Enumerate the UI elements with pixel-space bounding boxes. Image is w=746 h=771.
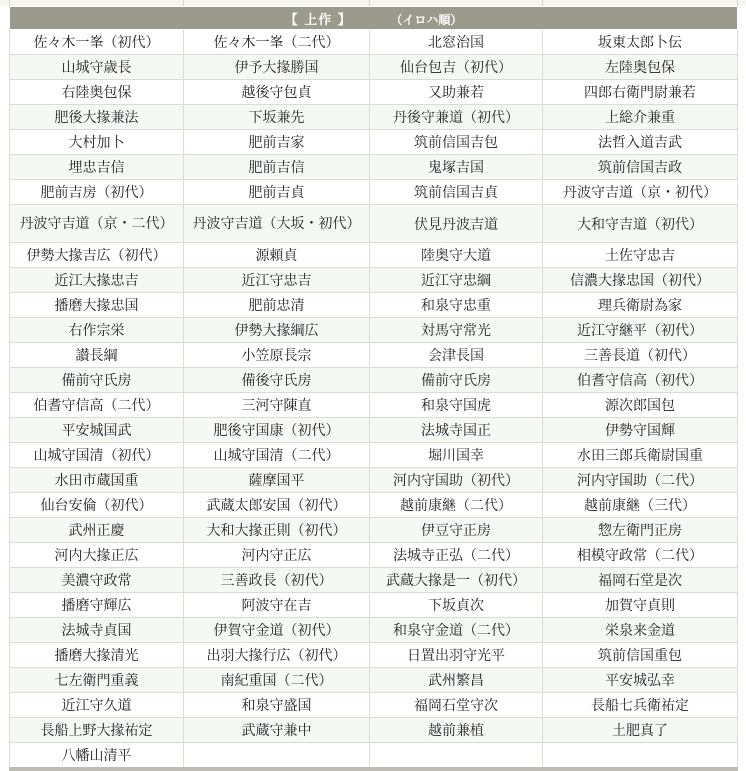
smith-name-cell: 伏見丹波吉道	[370, 205, 543, 243]
table-row	[10, 293, 738, 318]
table-row	[10, 343, 738, 368]
smith-name-cell: 鬼塚吉国	[370, 155, 543, 180]
grade-title: 【 上作 】	[284, 12, 352, 28]
smith-name-cell: 法城寺貞国	[10, 618, 184, 643]
table-row	[10, 80, 738, 105]
table-row	[10, 593, 738, 618]
smith-name-cell: 近江大掾忠吉	[10, 268, 184, 293]
smith-name-cell: 七左衛門重義	[10, 668, 184, 693]
smith-name-cell: 右作宗栄	[10, 318, 184, 343]
smith-name-cell: 下坂兼先	[184, 105, 370, 130]
table-row	[10, 668, 738, 693]
smith-name-cell: 信濃大掾忠国（初代）	[543, 268, 738, 293]
smith-name-cell: 福岡石堂是次	[543, 568, 738, 593]
table-row	[10, 180, 738, 205]
smith-name-cell: 伊賀守金道（初代）	[184, 618, 370, 643]
smith-name-cell: 加賀守貞則	[543, 593, 738, 618]
smith-name-cell: 左陸奥包保	[543, 55, 738, 80]
smith-name-cell: 法城寺正弘（二代）	[370, 543, 543, 568]
smith-name-cell: 四郎右衛門尉兼若	[543, 80, 738, 105]
smith-name-cell: 河内守国助（二代）	[543, 468, 738, 493]
table-row	[10, 618, 738, 643]
smith-name-cell: 日置出羽守光平	[370, 643, 543, 668]
smith-name-cell: 河内守正広	[184, 543, 370, 568]
smith-name-cell: 薩摩国平	[184, 468, 370, 493]
smith-name-cell: 伊予大掾勝国	[184, 55, 370, 80]
smith-name-cell: 源頼貞	[184, 243, 370, 268]
smith-name-cell: 上総介兼重	[543, 105, 738, 130]
table-row	[10, 393, 738, 418]
smith-name-cell: 出羽大掾行広（初代）	[184, 643, 370, 668]
table-row	[10, 55, 738, 80]
smith-name-cell: 播磨大掾清光	[10, 643, 184, 668]
table-header	[10, 7, 738, 30]
table-row	[10, 205, 738, 243]
smith-name-cell: 近江守久道	[10, 693, 184, 718]
table-row	[10, 693, 738, 718]
smith-name-cell: 伯耆守信高（二代）	[10, 393, 184, 418]
smith-name-cell: 栄泉来金道	[543, 618, 738, 643]
table-header-row	[10, 7, 738, 30]
smith-name-cell: 肥後大掾兼法	[10, 105, 184, 130]
smith-name-cell: 南紀重国（二代）	[184, 668, 370, 693]
smith-name-cell: 伯耆守信高（初代）	[543, 368, 738, 393]
table-row	[10, 568, 738, 593]
smith-name-cell: 肥後守国康（初代）	[184, 418, 370, 443]
smith-name-cell	[543, 743, 738, 770]
smith-name-cell: 相模守政常（二代）	[543, 543, 738, 568]
smith-name-cell: 越前康継（二代）	[370, 493, 543, 518]
smith-name-cell: 河内大掾正広	[10, 543, 184, 568]
smith-name-cell: 近江守忠綱	[370, 268, 543, 293]
smith-name-cell: 大和大掾正則（初代）	[184, 518, 370, 543]
smith-name-cell: 越後守包貞	[184, 80, 370, 105]
smith-name-cell: 三善政長（初代）	[184, 568, 370, 593]
table-row	[10, 368, 738, 393]
smith-name-cell: 山城守国清（初代）	[10, 443, 184, 468]
smith-name-cell: 埋忠吉信	[10, 155, 184, 180]
smith-name-cell: 仙台安倫（初代）	[10, 493, 184, 518]
smith-name-cell: 阿波守在吉	[184, 593, 370, 618]
smith-name-cell: 肥前忠清	[184, 293, 370, 318]
smith-name-cell: 陸奥守大道	[370, 243, 543, 268]
table-row	[10, 155, 738, 180]
table-row	[10, 30, 738, 55]
smith-name-cell: 肥前吉貞	[184, 180, 370, 205]
smith-name-cell: 越前兼植	[370, 718, 543, 743]
smith-name-cell: 武蔵大掾是一（初代）	[370, 568, 543, 593]
smith-name-cell: 和泉守国虎	[370, 393, 543, 418]
table-row	[10, 130, 738, 155]
smith-name-cell: 平安城国武	[10, 418, 184, 443]
table-row	[10, 518, 738, 543]
smith-name-cell: 坂東太郎卜伝	[543, 30, 738, 55]
smith-name-cell: 三善長道（初代）	[543, 343, 738, 368]
smith-name-cell: 越前康継（三代）	[543, 493, 738, 518]
sort-order-note: （イロハ順）	[390, 12, 463, 27]
smith-name-cell	[370, 743, 543, 770]
smith-name-cell: 備前守氏房	[10, 368, 184, 393]
smith-name-cell: 長船上野大掾祐定	[10, 718, 184, 743]
smith-name-cell: 伊豆守正房	[370, 518, 543, 543]
table-row	[10, 493, 738, 518]
smith-name-cell: 大和守吉道（初代）	[543, 205, 738, 243]
table-row	[10, 268, 738, 293]
smith-name-cell: 三河守陳直	[184, 393, 370, 418]
smith-name-cell: 法哲入道吉武	[543, 130, 738, 155]
smith-name-cell: 法城寺国正	[370, 418, 543, 443]
smith-name-cell: 土肥真了	[543, 718, 738, 743]
table-row	[10, 718, 738, 743]
smith-name-cell: 長船七兵衛祐定	[543, 693, 738, 718]
table-row	[10, 243, 738, 268]
smith-name-cell: 伊勢大掾吉広（初代）	[10, 243, 184, 268]
smith-name-cell: 源次郎国包	[543, 393, 738, 418]
smith-name-cell: 佐々木一峯（二代）	[184, 30, 370, 55]
smith-name-cell: 大村加卜	[10, 130, 184, 155]
smith-name-cell: 讃長綱	[10, 343, 184, 368]
smith-name-cell: 武州繁昌	[370, 668, 543, 693]
smith-name-cell: 筑前信国重包	[543, 643, 738, 668]
smith-name-cell: 和泉守忠重	[370, 293, 543, 318]
table-row	[10, 743, 738, 770]
swordsmith-table	[9, 6, 738, 771]
table-row	[10, 318, 738, 343]
smith-name-cell: 美濃守政常	[10, 568, 184, 593]
smith-name-cell: 備前守氏房	[370, 368, 543, 393]
smith-name-cell: 佐々木一峯（初代）	[10, 30, 184, 55]
smith-name-cell: 筑前信国吉政	[543, 155, 738, 180]
smith-name-cell: 和泉守盛国	[184, 693, 370, 718]
table-row	[10, 543, 738, 568]
smith-name-cell: 播磨守輝広	[10, 593, 184, 618]
table-row	[10, 468, 738, 493]
smith-name-cell: 近江守忠吉	[184, 268, 370, 293]
smith-name-cell: 水田三郎兵衛尉国重	[543, 443, 738, 468]
table-row	[10, 443, 738, 468]
smith-name-cell: 肥前吉房（初代）	[10, 180, 184, 205]
smith-name-cell: 堀川国幸	[370, 443, 543, 468]
smith-name-cell: 又助兼若	[370, 80, 543, 105]
smith-name-cell: 丹後守兼道（初代）	[370, 105, 543, 130]
smith-name-cell: 肥前吉信	[184, 155, 370, 180]
smith-name-cell: 山城守国清（二代）	[184, 443, 370, 468]
smith-name-cell: 筑前信国吉貞	[370, 180, 543, 205]
smith-name-cell: 土佐守忠吉	[543, 243, 738, 268]
smith-name-cell: 北窓治国	[370, 30, 543, 55]
smith-name-cell: 近江守継平（初代）	[543, 318, 738, 343]
smith-name-cell: 会津長国	[370, 343, 543, 368]
smith-name-cell: 仙台包吉（初代）	[370, 55, 543, 80]
smith-name-cell: 河内守国助（初代）	[370, 468, 543, 493]
smith-name-cell: 武蔵太郎安国（初代）	[184, 493, 370, 518]
smith-name-cell: 丹波守吉道（京・二代）	[10, 205, 184, 243]
table-row	[10, 418, 738, 443]
smith-name-cell: 右陸奥包保	[10, 80, 184, 105]
smith-name-cell: 山城守歳長	[10, 55, 184, 80]
smith-name-cell: 惣左衛門正房	[543, 518, 738, 543]
table-row	[10, 105, 738, 130]
smith-name-cell: 丹波守吉道（大坂・初代）	[184, 205, 370, 243]
smith-name-cell: 和泉守金道（二代）	[370, 618, 543, 643]
smith-name-cell	[184, 743, 370, 770]
smith-name-cell: 武州正慶	[10, 518, 184, 543]
smith-name-cell: 肥前吉家	[184, 130, 370, 155]
smith-name-cell: 丹波守吉道（京・初代）	[543, 180, 738, 205]
smith-name-cell: 武蔵守兼中	[184, 718, 370, 743]
smith-name-cell: 備後守氏房	[184, 368, 370, 393]
smith-name-cell: 理兵衛尉為家	[543, 293, 738, 318]
smith-name-cell: 伊勢守国輝	[543, 418, 738, 443]
smith-name-cell: 下坂貞次	[370, 593, 543, 618]
smith-name-cell: 平安城弘幸	[543, 668, 738, 693]
smith-name-cell: 対馬守常光	[370, 318, 543, 343]
table-body	[10, 30, 738, 770]
smith-name-cell: 八幡山清平	[10, 743, 184, 770]
smith-name-cell: 福岡石堂守次	[370, 693, 543, 718]
smith-name-cell: 小笠原長宗	[184, 343, 370, 368]
smith-name-cell: 播磨大掾忠国	[10, 293, 184, 318]
smith-name-cell: 水田市蔵国重	[10, 468, 184, 493]
smith-name-cell: 伊勢大掾綱広	[184, 318, 370, 343]
smith-name-cell: 筑前信国吉包	[370, 130, 543, 155]
table-row	[10, 643, 738, 668]
